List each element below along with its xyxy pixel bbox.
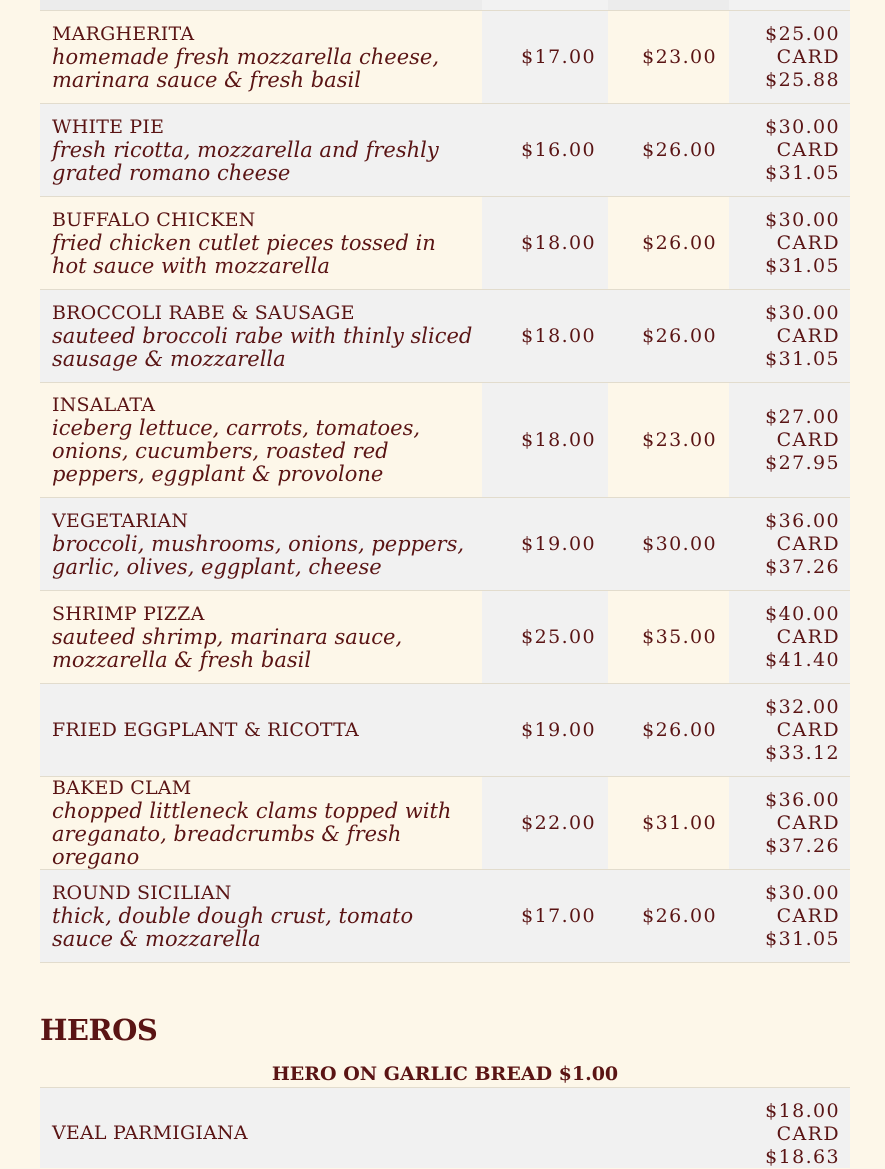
menu-item-price-3: $36.00 xyxy=(765,788,840,811)
hero-item-card-price: $18.63 xyxy=(765,1146,840,1168)
pizza-menu-table xyxy=(40,0,850,963)
menu-item-price-2: $35.00 xyxy=(608,591,729,684)
heros-section-title: HEROS xyxy=(40,1013,158,1047)
menu-item-detail: broccoli, mushrooms, onions, peppers, garlic, olives, eggplant, cheese xyxy=(52,531,465,579)
menu-item-price-2: $26.00 xyxy=(608,290,729,383)
menu-item-price-2: $30.00 xyxy=(608,498,729,591)
menu-item-description-cell xyxy=(40,197,482,290)
menu-item-description-cell xyxy=(40,777,482,870)
menu-row xyxy=(40,383,850,498)
menu-item-price-3-cell xyxy=(729,684,850,777)
menu-item-price-3: $25.00 xyxy=(765,22,840,45)
menu-item-price-3: $32.00 xyxy=(765,695,840,718)
hero-item-prices xyxy=(765,1100,840,1169)
menu-item-price-3-cell xyxy=(729,870,850,963)
menu-item-price-1: $17.00 xyxy=(482,870,608,963)
menu-row xyxy=(40,777,850,870)
menu-item-name: MARGHERITA xyxy=(52,22,195,45)
menu-item-price-3-card: $41.40 xyxy=(765,648,840,671)
menu-item-detail: sauteed shrimp, marinara sauce, mozzarella & fresh basil xyxy=(52,624,403,672)
menu-row xyxy=(40,11,850,104)
menu-item-price-3: $30.00 xyxy=(765,301,840,324)
menu-item-card-label: CARD xyxy=(776,718,840,741)
menu-item-detail: sauteed broccoli rabe with thinly sliced sausage & mozzarella xyxy=(52,323,473,371)
menu-item-name: INSALATA xyxy=(52,394,156,416)
menu-item-detail: fresh ricotta, mozzarella and freshly grated romano cheese xyxy=(52,137,439,185)
menu-item-price-2: $23.00 xyxy=(608,383,729,498)
menu-item-card-label: CARD xyxy=(776,324,840,347)
menu-item-description-cell xyxy=(40,104,482,197)
menu-item-description-cell xyxy=(40,870,482,963)
menu-row xyxy=(40,591,850,684)
menu-row xyxy=(40,197,850,290)
menu-item-price-1: $16.00 xyxy=(482,104,608,197)
menu-item-price-3-card: $37.26 xyxy=(765,555,840,578)
menu-item-price-3-cell xyxy=(729,11,850,104)
garlic-bread-note: HERO ON GARLIC BREAD $1.00 xyxy=(271,1063,619,1085)
hero-item-price: $18.00 xyxy=(765,1100,840,1122)
menu-row xyxy=(40,498,850,591)
menu-item-price-3-card: $33.12 xyxy=(765,741,840,764)
menu-item-card-label: CARD xyxy=(776,45,840,68)
menu-item-price-3: $40.00 xyxy=(765,602,840,625)
menu-item-name: BAKED CLAM xyxy=(52,777,192,799)
menu-item-name: BUFFALO CHICKEN xyxy=(52,208,256,231)
menu-item-detail: thick, double dough crust, tomato sauce & mozzarella xyxy=(52,903,414,951)
hero-item-card-label: CARD xyxy=(776,1123,840,1145)
menu-item-price-3: $30.00 xyxy=(765,881,840,904)
menu-item-detail: fried chicken cutlet pieces tossed in hot sauce with mozzarella xyxy=(52,230,436,278)
menu-item-description-cell xyxy=(40,498,482,591)
menu-item-price-2: $31.00 xyxy=(608,777,729,870)
pizza-menu-body xyxy=(40,0,850,963)
menu-item-price-3-cell xyxy=(729,777,850,870)
menu-item-price-3-cell xyxy=(729,104,850,197)
hero-row-veal-parmigiana xyxy=(40,1087,850,1168)
menu-item-card-label: CARD xyxy=(776,138,840,161)
menu-item-price-3-card: $31.05 xyxy=(765,161,840,184)
menu-item-price-3: $27.00 xyxy=(765,405,840,428)
menu-item-price-3-card: $31.05 xyxy=(765,254,840,277)
menu-item-card-label: CARD xyxy=(776,532,840,555)
menu-item-price-2: $26.00 xyxy=(608,197,729,290)
menu-item-detail: chopped littleneck clams topped with areganato, breadcrumbs & fresh oregano xyxy=(52,799,452,869)
menu-row xyxy=(40,104,850,197)
menu-item-price-3-cell xyxy=(729,290,850,383)
table-top-strip xyxy=(40,0,850,11)
menu-item-price-1: $22.00 xyxy=(482,777,608,870)
menu-item-price-3-card: $31.05 xyxy=(765,347,840,370)
menu-item-description-cell xyxy=(40,383,482,498)
menu-item-detail: iceberg lettuce, carrots, tomatoes, onions, cucumbers, roasted red peppers, eggplant & provolone xyxy=(52,416,421,486)
menu-item-name: VEGETARIAN xyxy=(52,509,189,532)
menu-item-card-label: CARD xyxy=(776,625,840,648)
menu-item-price-1: $19.00 xyxy=(482,684,608,777)
menu-row xyxy=(40,290,850,383)
menu-item-price-2: $26.00 xyxy=(608,684,729,777)
menu-item-price-3: $36.00 xyxy=(765,509,840,532)
menu-item-price-3: $30.00 xyxy=(765,115,840,138)
menu-item-price-3: $30.00 xyxy=(765,208,840,231)
menu-item-description-cell xyxy=(40,684,482,777)
menu-row xyxy=(40,684,850,777)
menu-item-price-1: $17.00 xyxy=(482,11,608,104)
menu-item-name: FRIED EGGPLANT & RICOTTA xyxy=(52,718,359,741)
menu-item-price-3-cell xyxy=(729,498,850,591)
menu-row xyxy=(40,870,850,963)
menu-item-price-1: $25.00 xyxy=(482,591,608,684)
menu-item-price-2: $26.00 xyxy=(608,870,729,963)
menu-item-card-label: CARD xyxy=(776,231,840,254)
menu-item-name: ROUND SICILIAN xyxy=(52,881,232,904)
menu-item-description-cell xyxy=(40,591,482,684)
menu-item-price-3-cell xyxy=(729,197,850,290)
menu-item-price-3-card: $27.95 xyxy=(765,451,840,474)
menu-item-price-1: $19.00 xyxy=(482,498,608,591)
menu-item-name: SHRIMP PIZZA xyxy=(52,602,205,625)
menu-item-card-label: CARD xyxy=(776,904,840,927)
menu-item-price-2: $23.00 xyxy=(608,11,729,104)
menu-item-card-label: CARD xyxy=(776,811,840,834)
menu-item-price-3-cell xyxy=(729,383,850,498)
menu-item-price-2: $26.00 xyxy=(608,104,729,197)
menu-item-description-cell xyxy=(40,290,482,383)
hero-item-name: VEAL PARMIGIANA xyxy=(52,1122,248,1144)
menu-item-price-3-card: $37.26 xyxy=(765,834,840,857)
menu-item-description-cell xyxy=(40,11,482,104)
menu-item-price-1: $18.00 xyxy=(482,383,608,498)
menu-item-card-label: CARD xyxy=(776,428,840,451)
menu-item-detail: homemade fresh mozzarella cheese, marinara sauce & fresh basil xyxy=(52,44,440,92)
menu-item-price-1: $18.00 xyxy=(482,197,608,290)
menu-item-price-3-cell xyxy=(729,591,850,684)
menu-item-name: WHITE PIE xyxy=(52,115,165,138)
menu-item-price-1: $18.00 xyxy=(482,290,608,383)
menu-item-price-3-card: $31.05 xyxy=(765,927,840,950)
menu-item-price-3-card: $25.88 xyxy=(765,68,840,91)
menu-item-name: BROCCOLI RABE & SAUSAGE xyxy=(52,301,355,324)
